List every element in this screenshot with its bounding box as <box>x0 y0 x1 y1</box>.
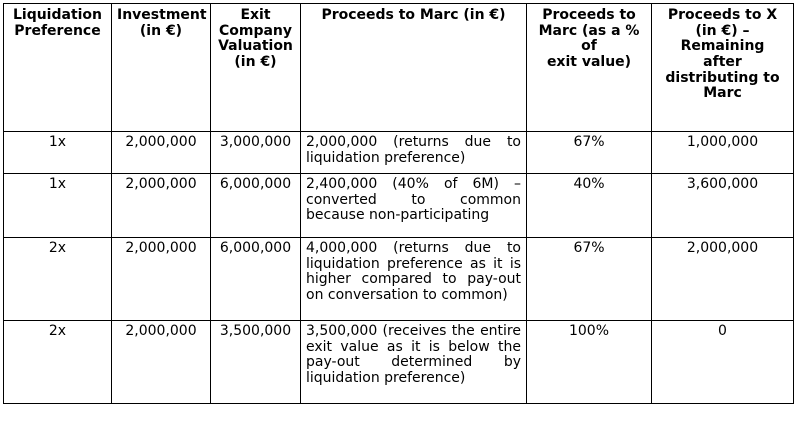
cell-investment: 2,000,000 <box>112 238 211 321</box>
cell-preference: 2x <box>4 321 112 404</box>
cell-proceeds: 3,500,000 (receives the entire exit value as it is below the pay-out determined by liquidation preference) <box>301 321 527 404</box>
cell-percent: 67% <box>527 132 652 174</box>
cell-preference: 1x <box>4 132 112 174</box>
header-proceeds-percent: Proceeds to Marc (as a % of exit value) <box>527 4 652 132</box>
cell-valuation: 3,000,000 <box>211 132 301 174</box>
header-exit-valuation: Exit Company Valuation (in €) <box>211 4 301 132</box>
liquidation-preference-table <box>3 3 794 404</box>
cell-percent: 40% <box>527 174 652 238</box>
cell-investment: 2,000,000 <box>112 132 211 174</box>
cell-remaining: 3,600,000 <box>652 174 794 238</box>
header-investment: Investment (in €) <box>112 4 211 132</box>
cell-percent: 100% <box>527 321 652 404</box>
table-header-row <box>4 4 794 132</box>
cell-proceeds: 4,000,000 (returns due to liquidation preference as it is higher compared to pay-out on conversation to common) <box>301 238 527 321</box>
cell-valuation: 3,500,000 <box>211 321 301 404</box>
table-row <box>4 321 794 404</box>
cell-preference: 2x <box>4 238 112 321</box>
header-proceeds-to-x: Proceeds to X (in €) – Remaining after distributing to Marc <box>652 4 794 132</box>
header-proceeds-to-marc: Proceeds to Marc (in €) <box>301 4 527 132</box>
cell-remaining: 2,000,000 <box>652 238 794 321</box>
cell-proceeds: 2,000,000 (returns due to liquidation preference) <box>301 132 527 174</box>
cell-valuation: 6,000,000 <box>211 238 301 321</box>
table-row <box>4 132 794 174</box>
cell-remaining: 1,000,000 <box>652 132 794 174</box>
table-row <box>4 174 794 238</box>
liquidation-table-container <box>3 3 794 404</box>
table-row <box>4 238 794 321</box>
header-liquidation-preference: Liquidation Preference <box>4 4 112 132</box>
cell-investment: 2,000,000 <box>112 321 211 404</box>
cell-remaining: 0 <box>652 321 794 404</box>
cell-valuation: 6,000,000 <box>211 174 301 238</box>
cell-investment: 2,000,000 <box>112 174 211 238</box>
cell-preference: 1x <box>4 174 112 238</box>
cell-percent: 67% <box>527 238 652 321</box>
cell-proceeds: 2,400,000 (40% of 6M) – converted to common because non-participating <box>301 174 527 238</box>
